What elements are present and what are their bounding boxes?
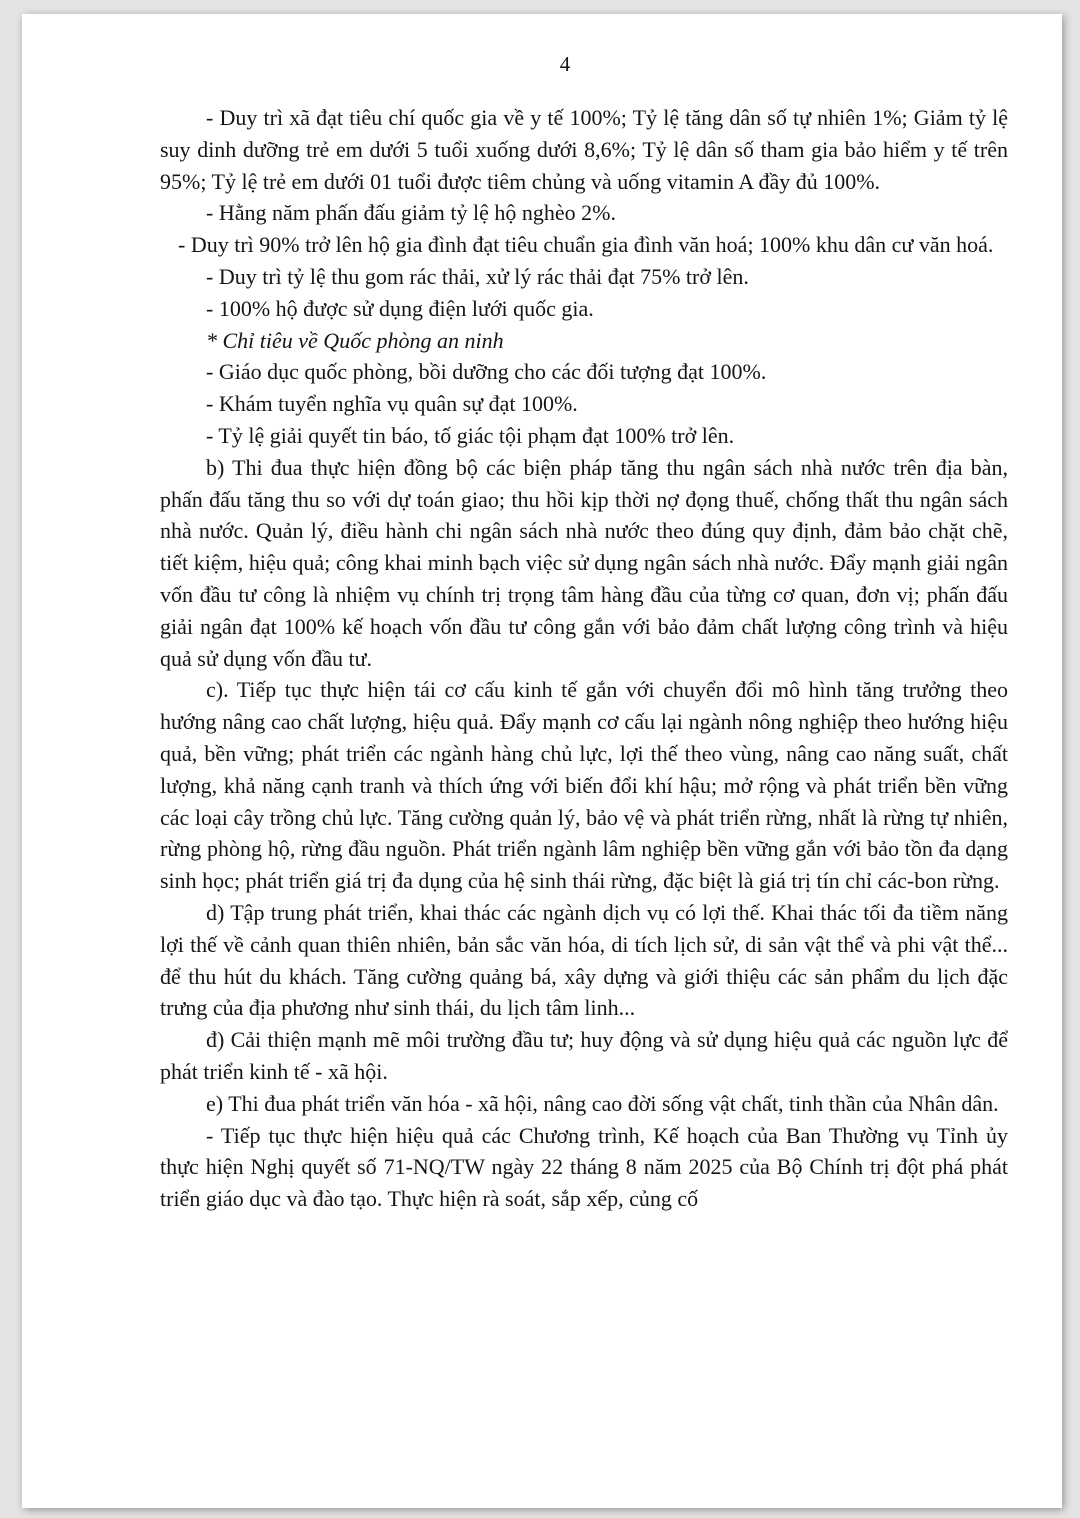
paragraph-dd-investment: đ) Cải thiện mạnh mẽ môi trường đầu tư; huy động và sử dụng hiệu quả các nguồn lực để phát triển kinh tế - xã hội. xyxy=(160,1027,1008,1084)
paragraph-d-services: d) Tập trung phát triển, khai thác các ngành dịch vụ có lợi thế. Khai thác tối đa tiềm năng lợi thế về cảnh quan thiên nhiên, bản sắc văn hóa, di tích lịch sử, di sản vật thể và phi vật thể... để thu hút du khách. Tăng cường quảng bá, xây dựng và giới thiệu các sản phẩm du lịch đặc trưng của địa phương như sinh thái, du lịch tâm linh... xyxy=(160,899,1008,1021)
paragraph-waste-target: - Duy trì tỷ lệ thu gom rác thải, xử lý rác thải đạt 75% trở lên. xyxy=(206,263,749,289)
paragraph-electricity-target: - 100% hộ được sử dụng điện lưới quốc gia. xyxy=(206,295,594,321)
paragraph-crime-reports: - Tỷ lệ giải quyết tin báo, tố giác tội phạm đạt 100% trở lên. xyxy=(206,422,735,448)
section-heading-defense: * Chỉ tiêu về Quốc phòng an ninh xyxy=(206,327,504,353)
paragraph-e-culture-society: e) Thi đua phát triển văn hóa - xã hội, nâng cao đời sống vật chất, tinh thần của Nhân dân. xyxy=(206,1090,999,1116)
paragraph-education-resolution: - Tiếp tục thực hiện hiệu quả các Chương trình, Kế hoạch của Ban Thường vụ Tỉnh ủy thực hiện Nghị quyết số 71-NQ/TW ngày 22 tháng 8 năm 2025 của Bộ Chính trị đột phá phát triển giáo dục và đào tạo. Thực hiện rà soát, sắp xếp, củng cố xyxy=(160,1122,1008,1212)
page-number: 4 xyxy=(559,52,571,76)
paragraph-b-budget: b) Thi đua thực hiện đồng bộ các biện pháp tăng thu ngân sách nhà nước trên địa bàn, phấn đấu tăng thu so với dự toán giao; thu hồi kịp thời nợ đọng thuế, chống thất thu ngân sách nhà nước. Quản lý, điều hành chi ngân sách nhà nước theo đúng quy định, đảm bảo chặt chẽ, tiết kiệm, hiệu quả; công khai minh bạch việc sử dụng ngân sách nhà nước. Đẩy mạnh giải ngân vốn đầu tư công là nhiệm vụ chính trị trọng tâm hàng đầu của từng cơ quan, đơn vị; phấn đấu giải ngân đạt 100% kế hoạch vốn đầu tư công gắn với bảo đảm chất lượng công trình và hiệu quả sử dụng vốn đầu tư. xyxy=(160,454,1008,671)
paragraph-c-economy: c). Tiếp tục thực hiện tái cơ cấu kinh tế gắn với chuyển đổi mô hình tăng trưởng theo hướng nâng cao chất lượng, hiệu quả. Đẩy mạnh cơ cấu lại ngành nông nghiệp theo hướng hiệu quả, bền vững; phát triển các ngành hàng chủ lực, lợi thế theo vùng, nâng cao năng suất, chất lượng, khả năng cạnh tranh và thích ứng với biến đổi khí hậu; mở rộng và phát triển bền vững các loại cây trồng chủ lực. Tăng cường quản lý, bảo vệ và phát triển rừng, nhất là rừng tự nhiên, rừng phòng hộ, rừng đầu nguồn. Phát triển ngành lâm nghiệp bền vững gắn với bảo tồn đa dạng sinh học; phát triển giá trị đa dụng của hệ sinh thái rừng, đặc biệt là giá trị tín chỉ các-bon rừng. xyxy=(160,677,1008,894)
paragraph-poverty-target: - Hằng năm phấn đấu giảm tỷ lệ hộ nghèo 2%. xyxy=(206,200,616,226)
paragraph-culture-target: - Duy trì 90% trở lên hộ gia đình đạt tiêu chuẩn gia đình văn hoá; 100% khu dân cư văn hoá. xyxy=(178,232,994,258)
paragraph-defense-education: - Giáo dục quốc phòng, bồi dưỡng cho các đối tượng đạt 100%. xyxy=(206,359,767,385)
paragraph-health-targets: - Duy trì xã đạt tiêu chí quốc gia về y tế 100%; Tỷ lệ tăng dân số tự nhiên 1%; Giảm tỷ lệ suy dinh dưỡng trẻ em dưới 5 tuổi xuống dưới 8,6%; Tỷ lệ dân số tham gia bảo hiểm y tế trên 95%; Tỷ lệ trẻ em dưới 01 tuổi được tiêm chủng và uống vitamin A đầy đủ 100%. xyxy=(160,105,1008,194)
document-body xyxy=(160,102,1008,1215)
paragraph-military-service: - Khám tuyển nghĩa vụ quân sự đạt 100%. xyxy=(206,391,578,417)
